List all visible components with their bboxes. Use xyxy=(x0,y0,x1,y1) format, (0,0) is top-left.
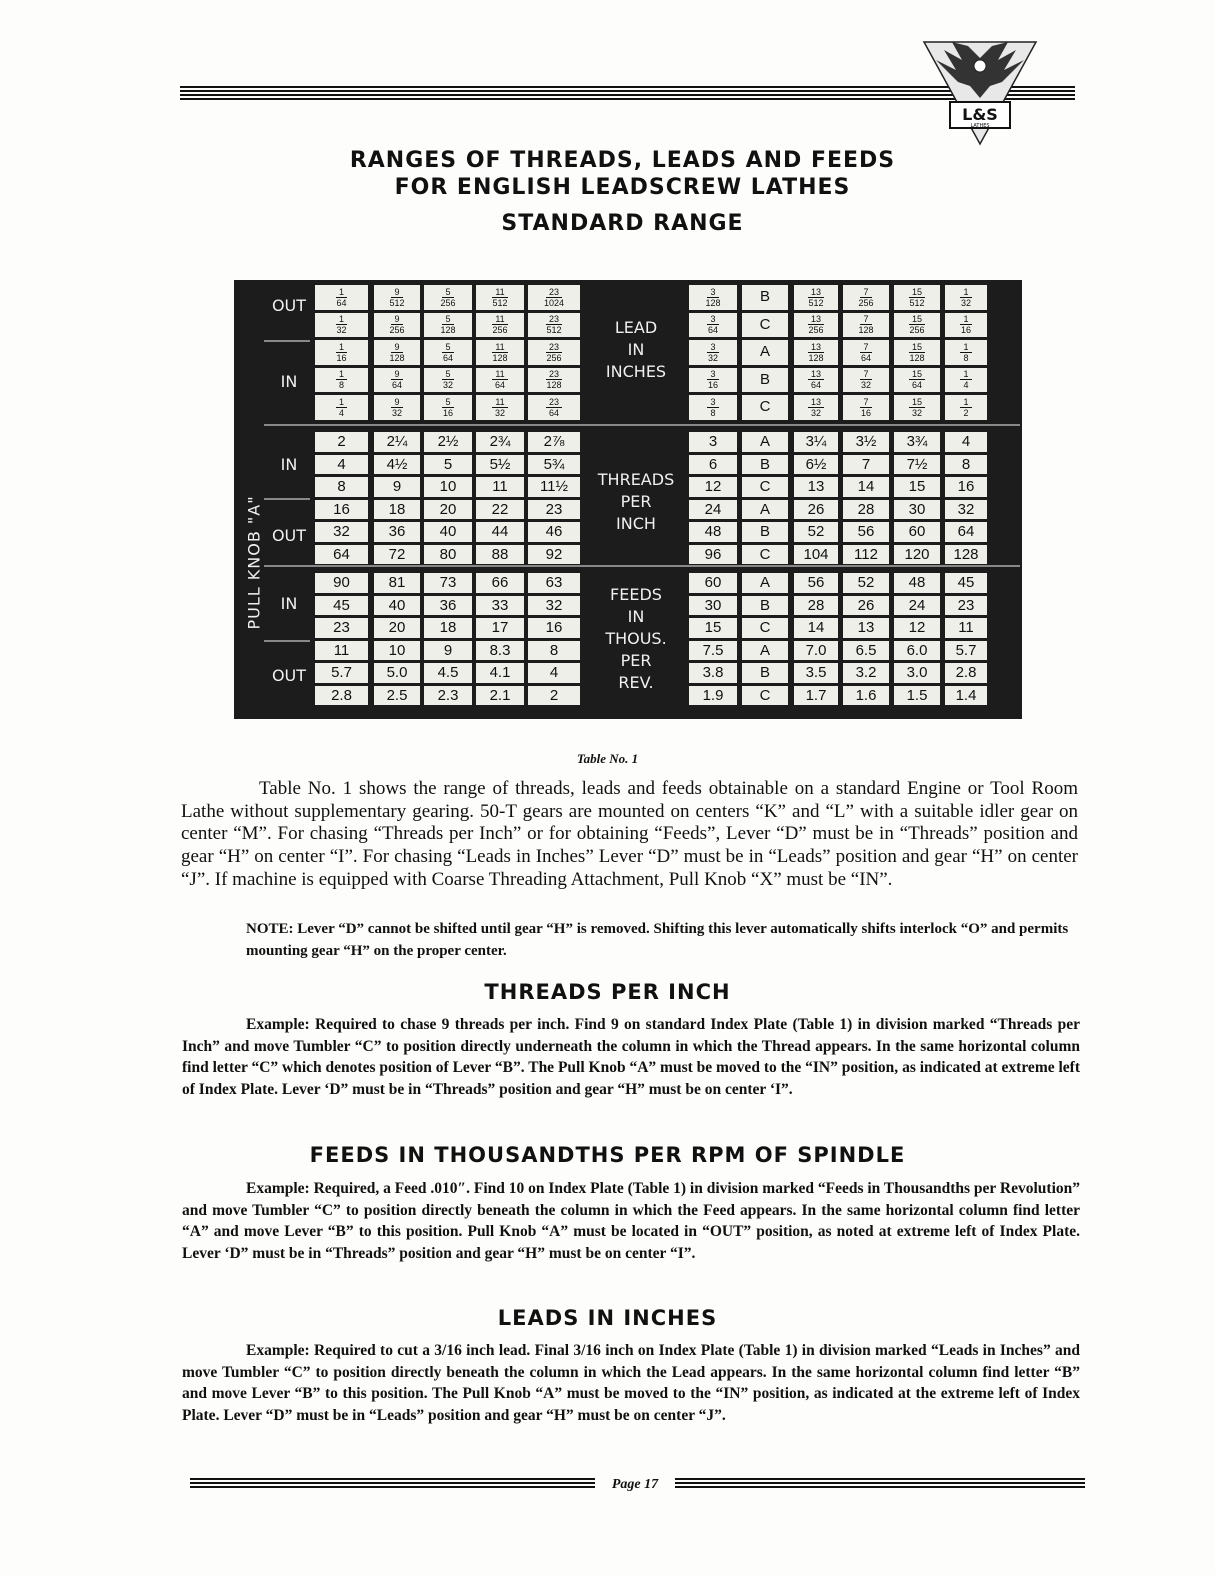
feed-cell: 1.4 xyxy=(944,685,988,707)
group-separator xyxy=(264,640,310,642)
lead-in-inches-label: LEAD IN INCHES xyxy=(605,318,667,381)
feed-cell: B xyxy=(741,595,789,617)
feed-cell: 9 xyxy=(423,640,473,662)
section-separator xyxy=(264,565,1020,567)
threads-per-inch-label: THREADS PER INCH xyxy=(597,470,675,533)
feed-cell: 81 xyxy=(373,572,421,594)
thread-cell: 8 xyxy=(944,454,988,476)
thread-cell: B xyxy=(741,454,789,476)
lead-cell: 13 256 xyxy=(793,312,839,339)
thread-cell: 7 xyxy=(842,454,890,476)
row-label-out: OUT xyxy=(271,666,307,685)
thread-cell: 7½ xyxy=(893,454,941,476)
thread-cell: 20 xyxy=(423,499,473,521)
feed-cell: 11 xyxy=(944,617,988,639)
thread-cell: 9 xyxy=(373,476,421,498)
feed-cell: 6.5 xyxy=(842,640,890,662)
feed-cell: 16 xyxy=(527,617,581,639)
lead-cell: 5 32 xyxy=(423,367,473,394)
feed-cell: 18 xyxy=(423,617,473,639)
thread-cell: 22 xyxy=(475,499,525,521)
thread-cell: 11½ xyxy=(527,476,581,498)
section-title-threads: THREADS PER INCH xyxy=(484,980,731,1004)
feed-cell: 33 xyxy=(475,595,525,617)
feed-cell: 90 xyxy=(314,572,369,594)
feed-cell: 13 xyxy=(842,617,890,639)
thread-cell: 32 xyxy=(944,499,988,521)
feed-cell: 4.5 xyxy=(423,662,473,684)
feed-cell: 45 xyxy=(314,595,369,617)
thread-cell: 8 xyxy=(314,476,369,498)
lead-cell: 7 64 xyxy=(842,339,890,366)
lead-cell: B xyxy=(741,367,789,394)
lead-cell: 23 256 xyxy=(527,339,581,366)
feed-cell: 3.8 xyxy=(688,662,738,684)
row-label-out: OUT xyxy=(271,296,307,315)
feed-cell: 17 xyxy=(475,617,525,639)
lead-cell: 7 16 xyxy=(842,394,890,421)
thread-cell: 5½ xyxy=(475,454,525,476)
lead-cell: 1 64 xyxy=(314,284,369,311)
lead-cell: 1 16 xyxy=(944,312,988,339)
thread-cell: C xyxy=(741,476,789,498)
lead-cell: 3 64 xyxy=(688,312,738,339)
page-title-line1: RANGES OF THREADS, LEADS AND FEEDS xyxy=(349,148,896,173)
row-label-in: IN xyxy=(280,455,298,474)
lead-cell: 13 128 xyxy=(793,339,839,366)
thread-cell: 16 xyxy=(944,476,988,498)
thread-cell: 64 xyxy=(944,521,988,543)
lead-cell: 9 32 xyxy=(373,394,421,421)
lead-cell: 23 512 xyxy=(527,312,581,339)
lead-cell: 1 8 xyxy=(314,367,369,394)
thread-cell: 11 xyxy=(475,476,525,498)
thread-cell: 2 xyxy=(314,431,369,453)
thread-cell: 80 xyxy=(423,544,473,566)
lead-cell: 3 16 xyxy=(688,367,738,394)
feed-cell: 2.8 xyxy=(944,662,988,684)
thread-cell: 128 xyxy=(944,544,988,566)
feed-cell: 14 xyxy=(793,617,839,639)
lead-cell: 3 32 xyxy=(688,339,738,366)
lead-cell: 13 32 xyxy=(793,394,839,421)
thread-cell: 2⅞ xyxy=(527,431,581,453)
feed-cell: 60 xyxy=(688,572,738,594)
bottom-rule-left xyxy=(190,1478,595,1490)
page-title-line2: FOR ENGLISH LEADSCREW LATHES xyxy=(394,175,851,200)
ls-eagle-logo xyxy=(920,38,1040,146)
thread-cell: A xyxy=(741,431,789,453)
lead-cell: 11 128 xyxy=(475,339,525,366)
thread-cell: 3½ xyxy=(842,431,890,453)
feed-cell: 3.5 xyxy=(793,662,839,684)
feed-cell: 73 xyxy=(423,572,473,594)
thread-cell: A xyxy=(741,499,789,521)
table-caption: Table No. 1 xyxy=(576,751,639,766)
logo-text: L&S xyxy=(962,105,998,124)
feed-cell: 32 xyxy=(527,595,581,617)
thread-cell: 48 xyxy=(688,521,738,543)
thread-cell: B xyxy=(741,521,789,543)
thread-cell: 36 xyxy=(373,521,421,543)
lead-cell: 23 64 xyxy=(527,394,581,421)
lead-cell: 1 16 xyxy=(314,339,369,366)
lead-cell: 11 64 xyxy=(475,367,525,394)
thread-cell: 64 xyxy=(314,544,369,566)
feed-cell: 2 xyxy=(527,685,581,707)
lead-cell: 23 128 xyxy=(527,367,581,394)
row-label-out: OUT xyxy=(271,526,307,545)
thread-cell: 60 xyxy=(893,521,941,543)
feed-cell: 8.3 xyxy=(475,640,525,662)
feed-cell: 8 xyxy=(527,640,581,662)
lead-cell: 15 64 xyxy=(893,367,941,394)
section-separator xyxy=(264,424,1020,426)
thread-cell: 18 xyxy=(373,499,421,521)
feed-cell: 2.1 xyxy=(475,685,525,707)
thread-cell: 6½ xyxy=(793,454,839,476)
feed-cell: C xyxy=(741,617,789,639)
thread-cell: C xyxy=(741,544,789,566)
thread-cell: 28 xyxy=(842,499,890,521)
feed-cell: 52 xyxy=(842,572,890,594)
feed-cell: 30 xyxy=(688,595,738,617)
lead-cell: 9 256 xyxy=(373,312,421,339)
feed-cell: 20 xyxy=(373,617,421,639)
feed-cell: 1.7 xyxy=(793,685,839,707)
lead-cell: 3 128 xyxy=(688,284,738,311)
thread-cell: 23 xyxy=(527,499,581,521)
group-separator xyxy=(264,498,310,500)
lead-cell: 15 32 xyxy=(893,394,941,421)
feed-cell: 28 xyxy=(793,595,839,617)
thread-cell: 52 xyxy=(793,521,839,543)
thread-cell: 16 xyxy=(314,499,369,521)
bottom-rule-right xyxy=(675,1478,1085,1490)
lead-cell: 1 2 xyxy=(944,394,988,421)
thread-cell: 13 xyxy=(793,476,839,498)
thread-cell: 46 xyxy=(527,521,581,543)
lead-cell: 5 256 xyxy=(423,284,473,311)
feed-cell: B xyxy=(741,662,789,684)
feed-cell: 11 xyxy=(314,640,369,662)
thread-cell: 5 xyxy=(423,454,473,476)
thread-cell: 4 xyxy=(314,454,369,476)
thread-cell: 3 xyxy=(688,431,738,453)
thread-cell: 14 xyxy=(842,476,890,498)
thread-cell: 56 xyxy=(842,521,890,543)
lead-cell: 23 1024 xyxy=(527,284,581,311)
thread-cell: 3¼ xyxy=(793,431,839,453)
feed-cell: 5.7 xyxy=(314,662,369,684)
lead-cell: 1 32 xyxy=(314,312,369,339)
feed-cell: 5.7 xyxy=(944,640,988,662)
section-title-leads: LEADS IN INCHES xyxy=(497,1306,718,1330)
feed-cell: 23 xyxy=(314,617,369,639)
feed-cell: 7.5 xyxy=(688,640,738,662)
lead-cell: 5 128 xyxy=(423,312,473,339)
lead-cell: 1 4 xyxy=(944,367,988,394)
feed-cell: 4 xyxy=(527,662,581,684)
feed-cell: 2.3 xyxy=(423,685,473,707)
thread-cell: 112 xyxy=(842,544,890,566)
lead-cell: 7 256 xyxy=(842,284,890,311)
feed-cell: 24 xyxy=(893,595,941,617)
feed-cell: 5.0 xyxy=(373,662,421,684)
thread-cell: 2½ xyxy=(423,431,473,453)
lead-cell: 15 256 xyxy=(893,312,941,339)
feed-cell: 1.9 xyxy=(688,685,738,707)
thread-cell: 92 xyxy=(527,544,581,566)
thread-cell: 10 xyxy=(423,476,473,498)
feed-cell: 3.0 xyxy=(893,662,941,684)
row-label-in: IN xyxy=(280,594,298,613)
lead-cell: A xyxy=(741,339,789,366)
lead-cell: 13 512 xyxy=(793,284,839,311)
page-subtitle: STANDARD RANGE xyxy=(501,211,744,236)
thread-cell: 2¼ xyxy=(373,431,421,453)
feed-cell: 6.0 xyxy=(893,640,941,662)
feed-cell: 1.6 xyxy=(842,685,890,707)
thread-cell: 12 xyxy=(688,476,738,498)
feed-cell: 23 xyxy=(944,595,988,617)
note-paragraph: NOTE: Lever “D” cannot be shifted until gear “H” is removed. Shifting this lever automatically shifts interlock “O” and permits mounting gear “H” on the proper center. xyxy=(246,921,1069,959)
row-label-in: IN xyxy=(280,372,298,391)
thread-cell: 120 xyxy=(893,544,941,566)
feed-cell: 63 xyxy=(527,572,581,594)
group-separator xyxy=(264,340,310,342)
thread-cell: 44 xyxy=(475,521,525,543)
lead-cell: 11 32 xyxy=(475,394,525,421)
lead-cell: 9 64 xyxy=(373,367,421,394)
thread-cell: 40 xyxy=(423,521,473,543)
feed-cell: 26 xyxy=(842,595,890,617)
lead-cell: 3 8 xyxy=(688,394,738,421)
thread-cell: 6 xyxy=(688,454,738,476)
thread-cell: 30 xyxy=(893,499,941,521)
feed-cell: A xyxy=(741,572,789,594)
section-title-feeds: FEEDS IN THOUSANDTHS PER RPM OF SPINDLE xyxy=(309,1143,906,1167)
feed-cell: 2.8 xyxy=(314,685,369,707)
thread-cell: 104 xyxy=(793,544,839,566)
lead-cell: 9 512 xyxy=(373,284,421,311)
feed-cell: 66 xyxy=(475,572,525,594)
lead-cell: 7 32 xyxy=(842,367,890,394)
feed-cell: 7.0 xyxy=(793,640,839,662)
lead-cell: 1 32 xyxy=(944,284,988,311)
feed-cell: 56 xyxy=(793,572,839,594)
lead-cell: 1 8 xyxy=(944,339,988,366)
feed-cell: 36 xyxy=(423,595,473,617)
lead-cell: 15 128 xyxy=(893,339,941,366)
feed-cell: 48 xyxy=(893,572,941,594)
thread-cell: 5¾ xyxy=(527,454,581,476)
section-text-leads: Example: Required to cut a 3/16 inch lead. Final 3/16 inch on Index Plate (Table 1) in division marked “Leads in Inches” and move Tumbler “C” to position directly beneath the column in which the Lead appears. In the same horizontal column find letter “B” and move Lever “B” to this position. The Pull Knob “A” must be moved to the “IN” position, as indicated at the extreme left of Index Plate. Lever “D” must be in “Leads” position and gear “H” must be on center “J”. xyxy=(182,1342,1080,1424)
thread-cell: 32 xyxy=(314,521,369,543)
intro-paragraph: Table No. 1 shows the range of threads, leads and feeds obtainable on a standard Engine or Tool Room Lathe without supplementary gearing. 50-T gears are mounted on centers “K” and “L” with a suitable idler gear on center “M”. For chasing “Threads per Inch” or for obtaining “Feeds”, Lever “D” must be in “Threads” position and gear “H” on center “I”. For chasing “Leads in Inches” Lever “D” must be in “Leads” position and gear “H” on center “J”. If machine is equipped with Coarse Threading Attachment, Pull Knob “X” must be “IN”. xyxy=(181,778,1078,890)
thread-cell: 4 xyxy=(944,431,988,453)
lead-cell: B xyxy=(741,284,789,311)
lead-cell: 15 512 xyxy=(893,284,941,311)
feeds-per-rev-label: FEEDS IN THOUS. PER REV. xyxy=(605,585,667,692)
logo-subtext: LATHES xyxy=(970,123,990,129)
lead-cell: C xyxy=(741,394,789,421)
lead-cell: 13 64 xyxy=(793,367,839,394)
lead-cell: 11 256 xyxy=(475,312,525,339)
thread-cell: 2¾ xyxy=(475,431,525,453)
feed-cell: 2.5 xyxy=(373,685,421,707)
feed-cell: 15 xyxy=(688,617,738,639)
thread-cell: 96 xyxy=(688,544,738,566)
thread-cell: 3¾ xyxy=(893,431,941,453)
lead-cell: 9 128 xyxy=(373,339,421,366)
thread-cell: 72 xyxy=(373,544,421,566)
section-text-feeds: Example: Required, a Feed .010″. Find 10 on Index Plate (Table 1) in division marked “Feeds in Thousandths per Revolution” and move Tumbler “C” to position directly beneath the column in which the Feed appears. In the same horizontal column find letter “A” and move Lever “B” to this position. Pull Knob “A” must be located in “OUT” position, as noted at extreme left of Index Plate. Lever ‘D” must be in “Threads” position and gear “H” must be on center “I”. xyxy=(182,1180,1080,1262)
feed-cell: A xyxy=(741,640,789,662)
section-text-threads: Example: Required to chase 9 threads per inch. Find 9 on standard Index Plate (Table 1) in division marked “Threads per Inch” and move Tumbler “C” to position directly underneath the column in which the Thread appears. In the same horizontal column find letter “C” which denotes position of Lever “B”. The Pull Knob “A” must be moved to the “IN” position, as indicated at extreme left of Index Plate. Lever ‘D” must be in “Threads” position and gear “H” must be on center ‘I”. xyxy=(182,1016,1080,1098)
lead-cell: C xyxy=(741,312,789,339)
thread-cell: 15 xyxy=(893,476,941,498)
page-number: Page 17 xyxy=(611,1477,659,1492)
feed-cell: 45 xyxy=(944,572,988,594)
lead-cell: 7 128 xyxy=(842,312,890,339)
lead-cell: 5 16 xyxy=(423,394,473,421)
thread-cell: 26 xyxy=(793,499,839,521)
thread-cell: 4½ xyxy=(373,454,421,476)
feed-cell: 12 xyxy=(893,617,941,639)
thread-cell: 88 xyxy=(475,544,525,566)
feed-cell: C xyxy=(741,685,789,707)
feed-cell: 40 xyxy=(373,595,421,617)
feed-cell: 3.2 xyxy=(842,662,890,684)
feed-cell: 1.5 xyxy=(893,685,941,707)
index-plate-table: PULL KNOB "A" 1 64 9 512 5 256 11 512 23 1024 1 32 9 256 5 128 11 256 23 512 1 16 9 128 5 64 11 128 23 256 1 8 9 64 5 32 11 64 23 128 1 4 9 32 5 16 11 32 23 64 3 128 B 13 512 7 256 15 512 1 32 3 64 C 13 256 7 128 15 256 1 16 3 32 A 13 128 7 64 15 128 1 8 3 16 B 13 64 7 32 15 64 1 4 3 8 C 13 32 7 16 15 32 1 2 2 2¼ 2½ 2¾ 2⅞ 4 4½ 5 5½ 5¾ 8 9 10 11 11½ 16 18 20 22 23 32 36 40 44 46 64 72 80 88 92 3 A 3¼ 3½ 3¾ 4 6 B 6½ 7 7½ 8 12 C 13 14 15 16 24 A 26 28 30 32 48 B 52 56 60 64 96 C 104 112 120 128 90 81 73 66 63 45 40 36 33 32 23 20 18 17 16 11 10 9 8.3 8 5.7 5.0 4.5 4.1 4 2.8 2.5 2.3 2.1 2 60 A 56 52 48 45 30 B 28 26 24 23 15 C 14 13 12 11 7.5 A 7.0 6.5 6.0 5.7 3.8 B 3.5 3.2 3.0 2.8 1.9 C 1.7 1.6 1.5 1.4 OUT IN IN OUT IN OUT LEAD IN INCHES THREADS PER INCH FEEDS IN THOUS. PER REV. xyxy=(234,280,1022,719)
lead-cell: 5 64 xyxy=(423,339,473,366)
thread-cell: 24 xyxy=(688,499,738,521)
lead-cell: 1 4 xyxy=(314,394,369,421)
feed-cell: 4.1 xyxy=(475,662,525,684)
lead-cell: 11 512 xyxy=(475,284,525,311)
feed-cell: 10 xyxy=(373,640,421,662)
